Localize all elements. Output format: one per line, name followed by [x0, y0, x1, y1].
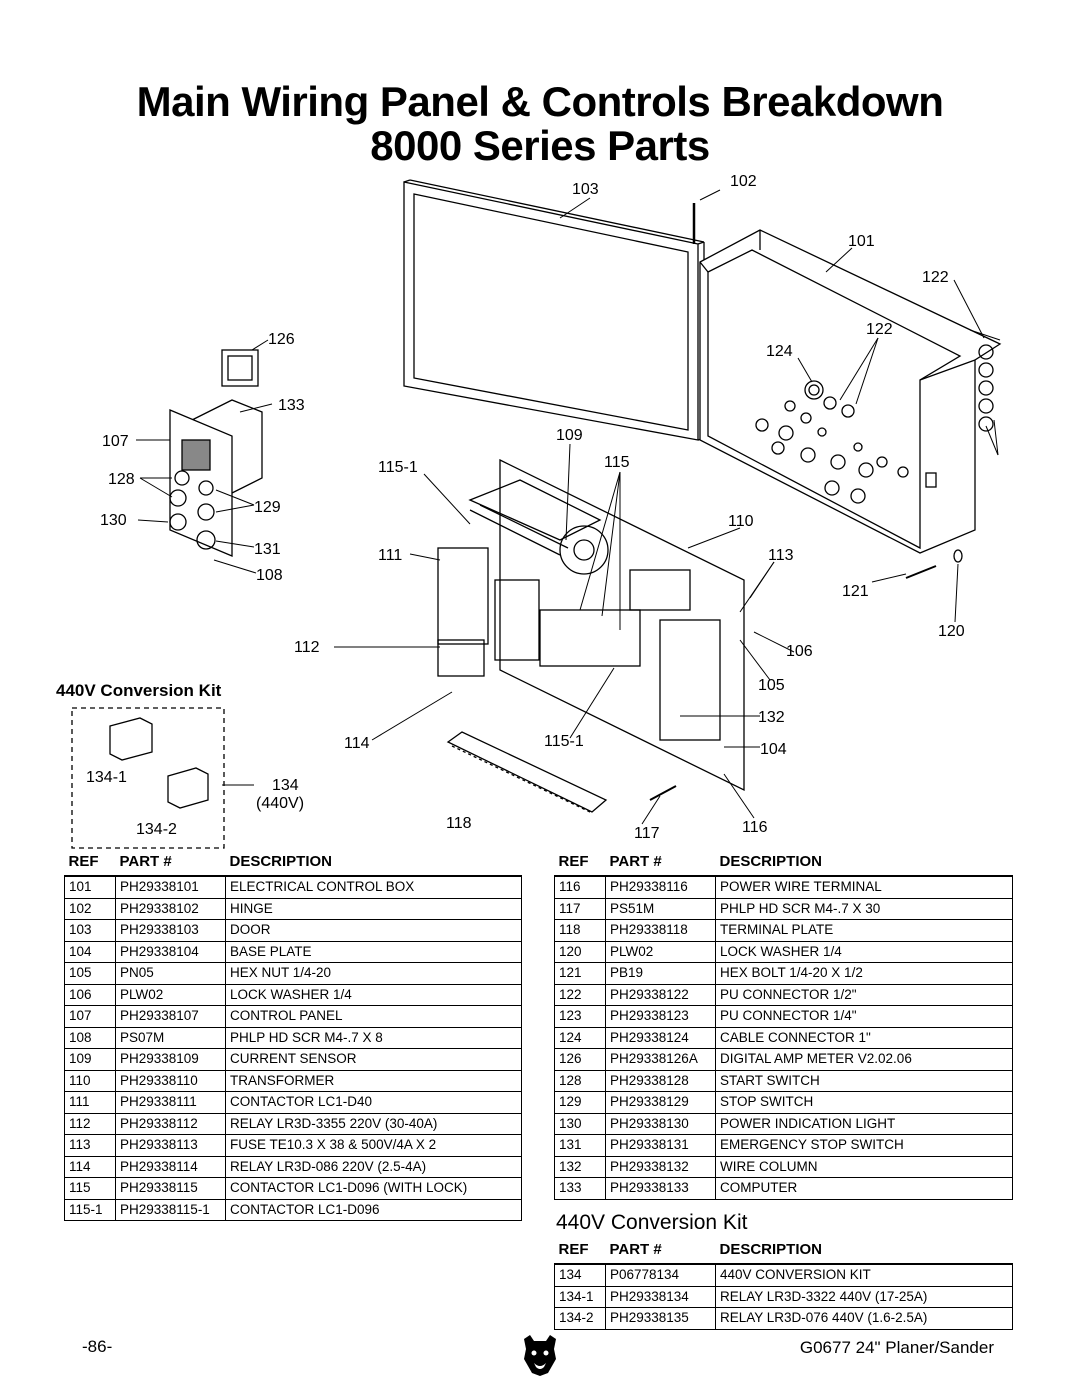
table-row — [555, 1027, 1013, 1049]
description-cell: COMPUTER — [716, 1178, 1013, 1200]
ref-cell: 102 — [65, 898, 116, 920]
parts-table-right — [554, 851, 1013, 1200]
ref-cell: 126 — [555, 1049, 606, 1071]
callout-115-1-bottom: 115-1 — [544, 733, 584, 750]
table-row — [555, 984, 1013, 1006]
table-row — [65, 920, 522, 942]
description-cell: CONTROL PANEL — [226, 1006, 522, 1028]
ref-cell: 110 — [65, 1070, 116, 1092]
part-number-cell: PH29338122 — [606, 984, 716, 1006]
table-row — [555, 1135, 1013, 1157]
callout-108: 108 — [256, 567, 283, 584]
ref-cell: 115 — [65, 1178, 116, 1200]
callout-134-2: 134-2 — [136, 821, 177, 838]
ref-cell: 116 — [555, 876, 606, 898]
callout-111: 111 — [378, 547, 403, 564]
part-number-cell: PH29338131 — [606, 1135, 716, 1157]
description-cell: HEX NUT 1/4-20 — [226, 963, 522, 985]
col-part: PART # — [606, 1239, 716, 1264]
part-number-cell: PH29338109 — [116, 1049, 226, 1071]
description-cell: DOOR — [226, 920, 522, 942]
ref-cell: 120 — [555, 941, 606, 963]
col-ref: REF — [555, 1239, 606, 1264]
col-description: DESCRIPTION — [226, 851, 522, 876]
callout-118: 118 — [446, 815, 472, 832]
callout-102: 102 — [730, 173, 757, 190]
ref-cell: 112 — [65, 1113, 116, 1135]
screw-part — [650, 786, 676, 800]
description-cell: START SWITCH — [716, 1070, 1013, 1092]
table-row — [555, 1006, 1013, 1028]
table-row — [555, 1286, 1013, 1308]
col-description: DESCRIPTION — [716, 851, 1013, 876]
callout-122-outer: 122 — [922, 269, 949, 286]
hex-bolt-part — [906, 566, 936, 578]
ref-cell: 118 — [555, 920, 606, 942]
description-cell: POWER WIRE TERMINAL — [716, 876, 1013, 898]
description-cell: PHLP HD SCR M4-.7 X 8 — [226, 1027, 522, 1049]
callout-101: 101 — [848, 233, 875, 250]
part-number-cell: PH29338110 — [116, 1070, 226, 1092]
ref-cell: 134-2 — [555, 1308, 606, 1330]
callout-440v: (440V) — [256, 795, 305, 812]
part-number-cell: PH29338103 — [116, 920, 226, 942]
ref-cell: 121 — [555, 963, 606, 985]
table-row — [65, 876, 522, 898]
table-row — [555, 1113, 1013, 1135]
table-row — [65, 963, 522, 985]
table-row — [555, 1049, 1013, 1071]
kit-diagram-label: 440V Conversion Kit — [56, 681, 222, 700]
ref-cell: 131 — [555, 1135, 606, 1157]
part-number-cell: PH29338130 — [606, 1113, 716, 1135]
ref-cell: 130 — [555, 1113, 606, 1135]
ref-cell: 132 — [555, 1156, 606, 1178]
callout-128: 128 — [108, 471, 135, 488]
lock-washer-part — [954, 550, 962, 562]
description-cell: WIRE COLUMN — [716, 1156, 1013, 1178]
callout-120: 120 — [938, 623, 965, 640]
part-number-cell: PH29338135 — [606, 1308, 716, 1330]
callout-131: 131 — [254, 541, 281, 558]
ref-cell: 115-1 — [65, 1199, 116, 1221]
table-row — [65, 1199, 522, 1221]
base-plate-part — [438, 460, 744, 790]
description-cell: CURRENT SENSOR — [226, 1049, 522, 1071]
description-cell: FUSE TE10.3 X 38 & 500V/4A X 2 — [226, 1135, 522, 1157]
ref-cell: 123 — [555, 1006, 606, 1028]
ref-cell: 133 — [555, 1178, 606, 1200]
table-row — [65, 1092, 522, 1114]
callout-112: 112 — [294, 639, 320, 656]
part-number-cell: PB19 — [606, 963, 716, 985]
col-ref: REF — [555, 851, 606, 876]
table-row — [65, 1070, 522, 1092]
table-row — [65, 1049, 522, 1071]
ref-cell: 124 — [555, 1027, 606, 1049]
description-cell: CONTACTOR LC1-D40 — [226, 1092, 522, 1114]
callout-115-1-top: 115-1 — [378, 459, 418, 476]
parts-table-left — [64, 851, 522, 1221]
col-description: DESCRIPTION — [716, 1239, 1013, 1264]
part-number-cell: PLW02 — [606, 941, 716, 963]
col-part: PART # — [606, 851, 716, 876]
description-cell: PHLP HD SCR M4-.7 X 30 — [716, 898, 1013, 920]
part-number-cell: PH29338126A — [606, 1049, 716, 1071]
callout-105: 105 — [758, 677, 785, 694]
description-cell: PU CONNECTOR 1/2" — [716, 984, 1013, 1006]
part-number-cell: PH29338123 — [606, 1006, 716, 1028]
part-number-cell: PN05 — [116, 963, 226, 985]
table-row — [65, 1178, 522, 1200]
ref-cell: 103 — [65, 920, 116, 942]
callout-109: 109 — [556, 427, 583, 444]
callout-110: 110 — [728, 513, 754, 530]
model-name: G0677 24" Planer/Sander — [799, 1338, 994, 1357]
control-box-part — [700, 230, 1000, 553]
ref-cell: 117 — [555, 898, 606, 920]
part-number-cell: PH29338132 — [606, 1156, 716, 1178]
page-number: -86- — [82, 1337, 113, 1356]
callout-134-1: 134-1 — [86, 769, 127, 786]
table-row — [555, 963, 1013, 985]
ref-cell: 105 — [65, 963, 116, 985]
description-cell: CONTACTOR LC1-D096 (WITH LOCK) — [226, 1178, 522, 1200]
part-number-cell: PH29338107 — [116, 1006, 226, 1028]
callout-114: 114 — [344, 735, 370, 752]
callout-113: 113 — [768, 547, 794, 564]
table-row — [555, 941, 1013, 963]
table-row — [555, 876, 1013, 898]
table-row — [555, 1070, 1013, 1092]
callout-116: 116 — [742, 819, 768, 836]
part-number-cell: PH29338101 — [116, 876, 226, 898]
page-title: Main Wiring Panel & Controls Breakdown — [136, 78, 944, 125]
table-row — [65, 1135, 522, 1157]
table-row — [555, 1178, 1013, 1200]
parts-table-kit — [554, 1239, 1013, 1330]
control-panel-part — [170, 410, 232, 556]
table-row — [65, 1006, 522, 1028]
description-cell: BASE PLATE — [226, 941, 522, 963]
callout-124: 124 — [766, 343, 793, 360]
description-cell: RELAY LR3D-3355 220V (30-40A) — [226, 1113, 522, 1135]
kit-table-title: 440V Conversion Kit — [556, 1211, 748, 1234]
description-cell: POWER INDICATION LIGHT — [716, 1113, 1013, 1135]
table-row — [555, 1308, 1013, 1330]
callout-103: 103 — [572, 181, 599, 198]
ref-cell: 109 — [65, 1049, 116, 1071]
ref-cell: 101 — [65, 876, 116, 898]
callout-115: 115 — [604, 454, 630, 471]
callout-121: 121 — [842, 583, 869, 600]
description-cell: RELAY LR3D-076 440V (1.6-2.5A) — [716, 1308, 1013, 1330]
description-cell: 440V CONVERSION KIT — [716, 1264, 1013, 1286]
callout-133: 133 — [278, 397, 305, 414]
table-row — [65, 1156, 522, 1178]
part-number-cell: PH29338115-1 — [116, 1199, 226, 1221]
description-cell: PU CONNECTOR 1/4" — [716, 1006, 1013, 1028]
description-cell: HEX BOLT 1/4-20 X 1/2 — [716, 963, 1013, 985]
part-number-cell: PS51M — [606, 898, 716, 920]
relay-134-1-part — [110, 718, 152, 760]
part-number-cell: PH29338114 — [116, 1156, 226, 1178]
description-cell: TERMINAL PLATE — [716, 920, 1013, 942]
ref-cell: 108 — [65, 1027, 116, 1049]
ref-cell: 122 — [555, 984, 606, 1006]
ref-cell: 104 — [65, 941, 116, 963]
part-number-cell: P06778134 — [606, 1264, 716, 1286]
description-cell: STOP SWITCH — [716, 1092, 1013, 1114]
part-number-cell: PH29338124 — [606, 1027, 716, 1049]
callout-130: 130 — [100, 512, 127, 529]
callout-122-inner: 122 — [866, 321, 893, 338]
part-number-cell: PH29338116 — [606, 876, 716, 898]
table-row — [65, 898, 522, 920]
part-number-cell: PH29338129 — [606, 1092, 716, 1114]
description-cell: RELAY LR3D-086 220V (2.5-4A) — [226, 1156, 522, 1178]
part-number-cell: PS07M — [116, 1027, 226, 1049]
ref-cell: 107 — [65, 1006, 116, 1028]
col-ref: REF — [65, 851, 116, 876]
amp-meter-part — [222, 350, 258, 386]
callout-134: 134 — [272, 777, 299, 794]
description-cell: EMERGENCY STOP SWITCH — [716, 1135, 1013, 1157]
part-number-cell: PH29338104 — [116, 941, 226, 963]
part-number-cell: PH29338111 — [116, 1092, 226, 1114]
table-row — [65, 1027, 522, 1049]
table-row — [555, 920, 1013, 942]
description-cell: CONTACTOR LC1-D096 — [226, 1199, 522, 1221]
description-cell: LOCK WASHER 1/4 — [716, 941, 1013, 963]
bear-logo-icon — [520, 1333, 560, 1377]
callout-132: 132 — [758, 709, 785, 726]
page-subtitle: 8000 Series Parts — [370, 122, 710, 169]
table-row — [65, 1113, 522, 1135]
door-part — [404, 180, 704, 440]
table-row — [555, 1092, 1013, 1114]
callout-126: 126 — [268, 331, 295, 348]
part-number-cell: PH29338134 — [606, 1286, 716, 1308]
ref-cell: 134-1 — [555, 1286, 606, 1308]
callout-106: 106 — [786, 643, 813, 660]
relay-134-2-part — [168, 768, 208, 808]
part-number-cell: PLW02 — [116, 984, 226, 1006]
description-cell: ELECTRICAL CONTROL BOX — [226, 876, 522, 898]
table-row — [65, 984, 522, 1006]
ref-cell: 129 — [555, 1092, 606, 1114]
callout-117: 117 — [634, 825, 660, 842]
callout-129: 129 — [254, 499, 281, 516]
part-number-cell: PH29338115 — [116, 1178, 226, 1200]
table-row — [65, 941, 522, 963]
callout-104: 104 — [760, 741, 787, 758]
ref-cell: 113 — [65, 1135, 116, 1157]
description-cell: LOCK WASHER 1/4 — [226, 984, 522, 1006]
table-row — [555, 1156, 1013, 1178]
table-row — [555, 898, 1013, 920]
ref-cell: 106 — [65, 984, 116, 1006]
part-number-cell: PH29338112 — [116, 1113, 226, 1135]
description-cell: RELAY LR3D-3322 440V (17-25A) — [716, 1286, 1013, 1308]
ref-cell: 111 — [65, 1092, 116, 1114]
part-number-cell: PH29338133 — [606, 1178, 716, 1200]
part-number-cell: PH29338113 — [116, 1135, 226, 1157]
part-number-cell: PH29338128 — [606, 1070, 716, 1092]
description-cell: CABLE CONNECTOR 1" — [716, 1027, 1013, 1049]
description-cell: DIGITAL AMP METER V2.02.06 — [716, 1049, 1013, 1071]
ref-cell: 114 — [65, 1156, 116, 1178]
table-row — [555, 1264, 1013, 1286]
callout-107: 107 — [102, 433, 129, 450]
description-cell: HINGE — [226, 898, 522, 920]
col-part: PART # — [116, 851, 226, 876]
ref-cell: 134 — [555, 1264, 606, 1286]
ref-cell: 128 — [555, 1070, 606, 1092]
part-number-cell: PH29338118 — [606, 920, 716, 942]
description-cell: TRANSFORMER — [226, 1070, 522, 1092]
part-number-cell: PH29338102 — [116, 898, 226, 920]
